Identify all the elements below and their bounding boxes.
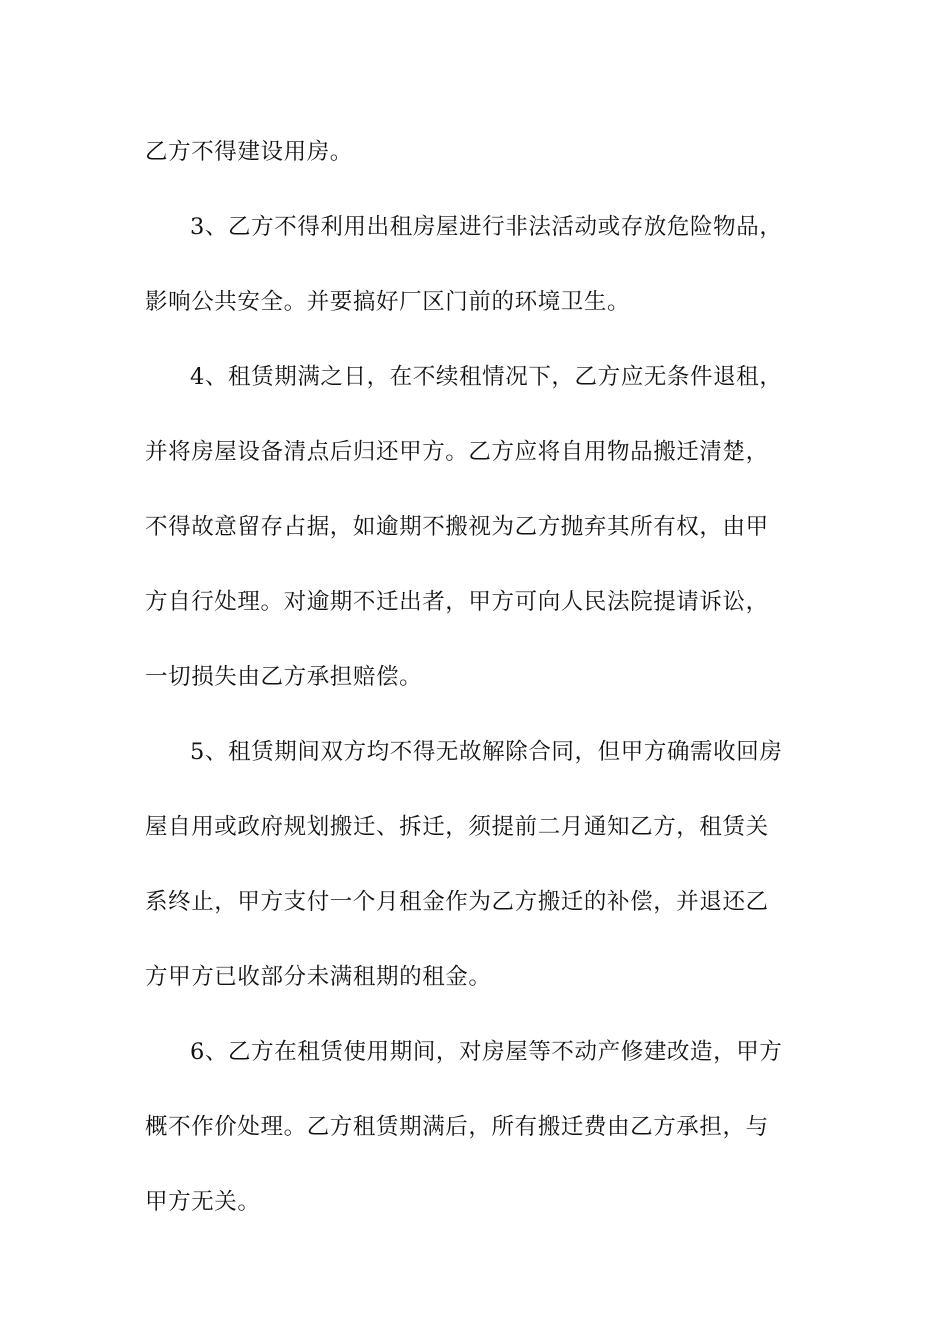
text-line: 不得故意留存占据，如逾期不搬视为乙方抛弃其所有权，由甲 bbox=[145, 514, 769, 540]
text-line: 乙方不得建设用房。 bbox=[145, 139, 353, 165]
text-line: 一切损失由乙方承担赔偿。 bbox=[145, 664, 423, 690]
text-line: 影响公共安全。并要搞好厂区门前的环境卫生。 bbox=[145, 289, 631, 315]
text-line: 系终止，甲方支付一个月租金作为乙方搬迁的补偿，并退还乙 bbox=[145, 889, 769, 915]
text-line: 方自行处理。对逾期不迁出者，甲方可向人民法院提请诉讼， bbox=[145, 589, 769, 615]
clause-5-line: 5、租赁期间双方均不得无故解除合同，但甲方确需收回房 bbox=[190, 739, 783, 765]
text-line: 方甲方已收部分未满租期的租金。 bbox=[145, 964, 492, 990]
text-line: 屋自用或政府规划搬迁、拆迁，须提前二月通知乙方，租赁关 bbox=[145, 814, 769, 840]
text-line: 甲方无关。 bbox=[145, 1189, 261, 1215]
clause-6-line: 6、乙方在租赁使用期间，对房屋等不动产修建改造，甲方 bbox=[190, 1039, 783, 1065]
clause-3-line: 3、乙方不得利用出租房屋进行非法活动或存放危险物品， bbox=[190, 214, 783, 240]
text-line: 概不作价处理。乙方租赁期满后，所有搬迁费由乙方承担，与 bbox=[145, 1114, 769, 1140]
text-line: 并将房屋设备清点后归还甲方。乙方应将自用物品搬迁清楚， bbox=[145, 439, 769, 465]
clause-4-line: 4、租赁期满之日，在不续租情况下，乙方应无条件退租， bbox=[190, 364, 783, 390]
